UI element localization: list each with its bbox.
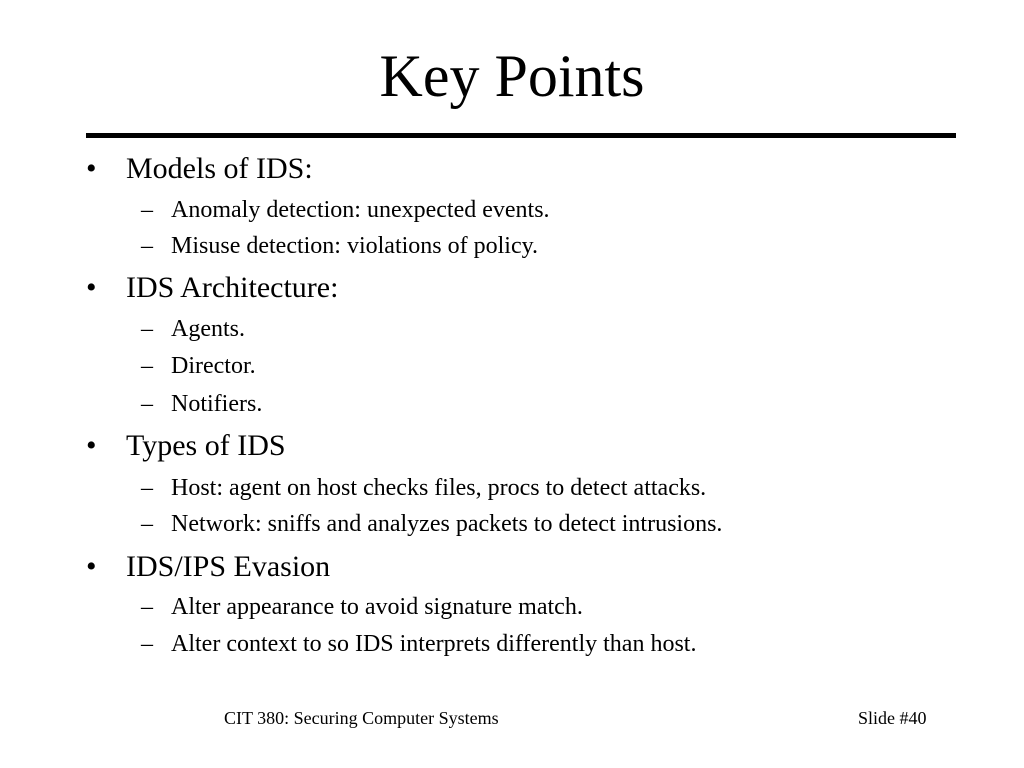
bullet-marker: •: [86, 429, 97, 462]
bullet-marker: •: [86, 550, 97, 583]
sub-bullet-text: Network: sniffs and analyzes packets to detect intrusions.: [171, 511, 723, 537]
sub-bullet-marker: –: [141, 353, 153, 379]
bullet-heading: IDS/IPS Evasion: [126, 550, 331, 583]
sub-bullet-text: Director.: [171, 353, 256, 379]
sub-bullet-text: Host: agent on host checks files, procs to detect attacks.: [171, 475, 707, 501]
sub-bullet-text: Alter context to so IDS interprets differently than host.: [171, 631, 697, 657]
sub-bullet-marker: –: [141, 316, 153, 342]
bullet-marker: •: [86, 152, 97, 185]
sub-bullet-marker: –: [141, 197, 153, 223]
sub-bullet-text: Agents.: [171, 316, 245, 342]
footer-slide-number: Slide #40: [858, 708, 927, 728]
sub-bullet-text: Notifiers.: [171, 391, 263, 417]
sub-bullet-text: Alter appearance to avoid signature match.: [171, 594, 583, 620]
sub-bullet-marker: –: [141, 511, 153, 537]
footer-course-title: CIT 380: Securing Computer Systems: [224, 708, 499, 728]
sub-bullet-marker: –: [141, 594, 153, 620]
sub-bullet-text: Anomaly detection: unexpected events.: [171, 197, 550, 223]
sub-bullet-marker: –: [141, 233, 153, 259]
sub-bullet-marker: –: [141, 631, 153, 657]
bullet-heading: Models of IDS:: [126, 152, 313, 185]
sub-bullet-marker: –: [141, 475, 153, 501]
bullet-heading: IDS Architecture:: [126, 271, 339, 304]
bullet-heading: Types of IDS: [126, 429, 286, 462]
sub-bullet-marker: –: [141, 391, 153, 417]
slide-title: Key Points: [379, 43, 645, 109]
sub-bullet-text: Misuse detection: violations of policy.: [171, 233, 539, 259]
bullet-marker: •: [86, 271, 97, 304]
